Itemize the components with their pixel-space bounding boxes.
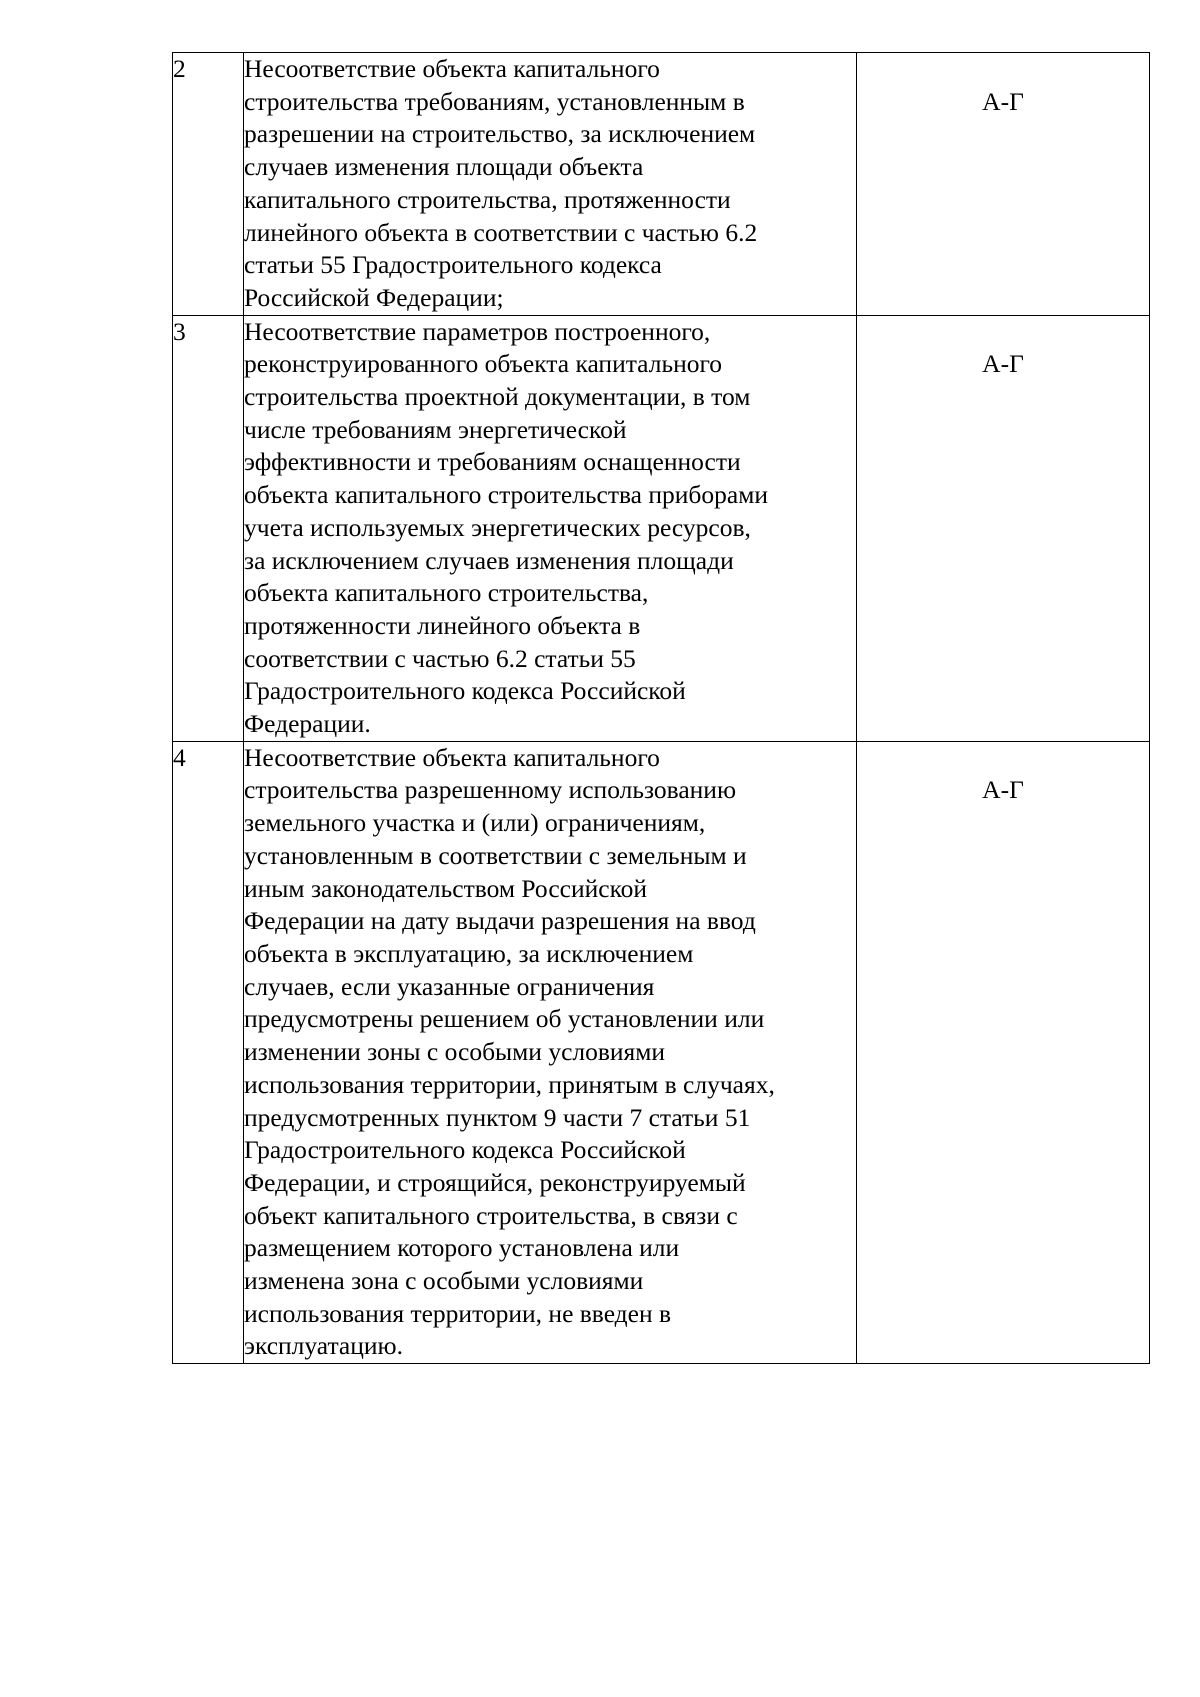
row-description-cell	[244, 53, 857, 316]
row-code-cell	[857, 53, 1150, 316]
row-description-cell	[244, 741, 857, 1363]
row-code-cell	[857, 741, 1150, 1363]
row-number-cell	[173, 315, 244, 741]
row-code-cell	[857, 315, 1150, 741]
row-number: 2	[173, 54, 186, 83]
row-description: Несоответствие параметров построенного, реконструированного объекта капитального строительства проектной документации, в том числе требованиям энергетической эффективности и требованиям оснащенности объекта капитального строительства приборами учета используемых энергетических ресурсов, за исключением случаев изменения площади объекта капитального строительства, протяженности линейного объекта в соответствии с частью 6.2 статьи 55 Градостроительного кодекса Российской Федерации.	[244, 316, 768, 739]
row-code: А-Г	[982, 349, 1024, 379]
row-number: 3	[173, 316, 186, 346]
row-description-cell	[244, 315, 857, 741]
row-number: 4	[173, 742, 186, 772]
table-row	[173, 53, 1150, 316]
requirements-table	[172, 52, 1150, 1364]
row-description: Несоответствие объекта капитального строительства требованиям, установленным в разрешении на строительство, за исключением случаев изменения площади объекта капитального строительства, протяженности линейного объекта в соответствии с частью 6.2 статьи 55 Градостроительного кодекса Российской Федерации;	[244, 54, 758, 312]
row-description: Несоответствие объекта капитального строительства разрешенному использованию земельного участка и (или) ограничениям, установленным в соответствии с земельным и иным законодательством Российской Федерации на дату выдачи разрешения на ввод объекта в эксплуатацию, за исключением случаев, если указанные ограничения предусмотрены решением об установлении или изменении зоны с особыми условиями использования территории, принятым в случаях, предусмотренных пунктом 9 части 7 статьи 51 Градостроительного кодекса Российской Федерации, и строящийся, реконструируемый объект капитального строительства, в связи с размещением которого установлена или изменена зона с особыми условиями использования территории, не введен в эксплуатацию.	[244, 742, 775, 1361]
row-number-cell	[173, 53, 244, 316]
row-code: А-Г	[982, 775, 1024, 805]
row-code: А-Г	[982, 86, 1024, 116]
table-row	[173, 315, 1150, 741]
table-row	[173, 741, 1150, 1363]
row-number-cell	[173, 741, 244, 1363]
